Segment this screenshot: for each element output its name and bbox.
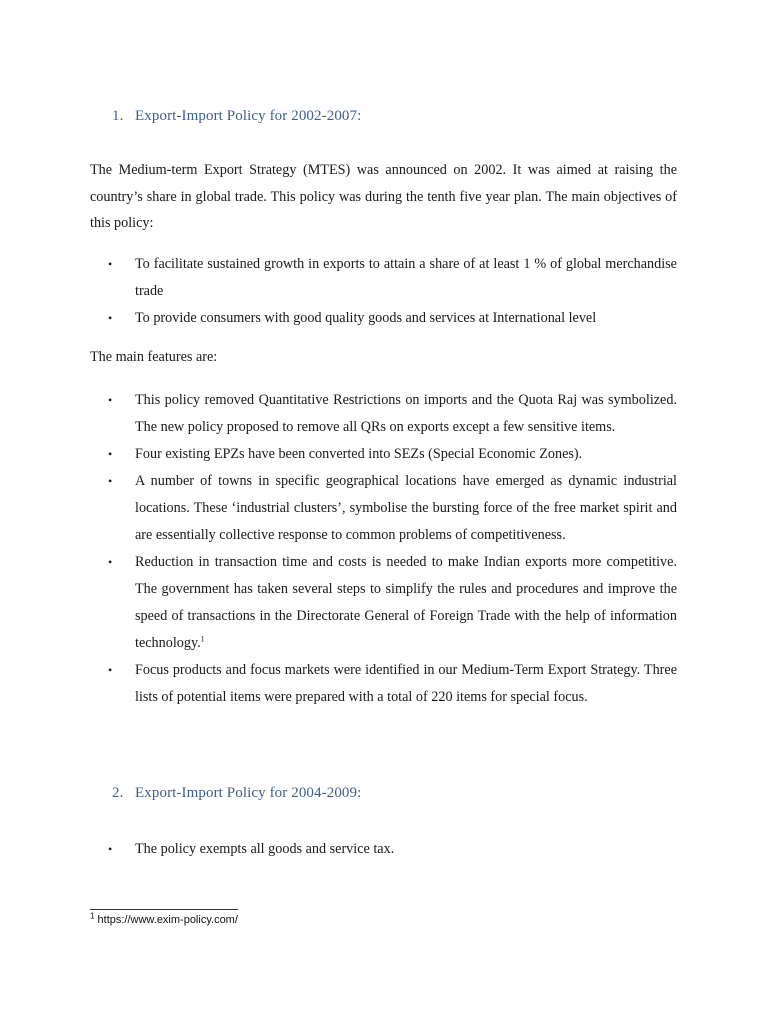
- bullet-icon: •: [108, 257, 113, 271]
- section-1-heading: [112, 108, 361, 125]
- section-1-number: 1.: [112, 108, 124, 124]
- feature-text-1: This policy removed Quantitative Restrictions on imports and the Quota Raj was symbolized. The new policy proposed to remove all QRs on exports except a few sensitive items.: [135, 392, 677, 435]
- features-list: [90, 387, 677, 711]
- features-label: The main features are:: [90, 349, 218, 365]
- objective-text-2: To provide consumers with good quality goods and services at International level: [135, 310, 597, 326]
- section-1-intro: The Medium-term Export Strategy (MTES) was announced on 2002. It was aimed at raising the country’s share in global trade. This policy was during the tenth five year plan. The main objectives of this policy:: [90, 162, 677, 231]
- bullet-icon: •: [108, 663, 113, 677]
- list-item: [90, 305, 677, 332]
- list-item: [90, 549, 677, 657]
- bullet-icon: •: [108, 311, 113, 325]
- section-2-list: [90, 836, 677, 863]
- feature-text-2: Four existing EPZs have been converted into SEZs (Special Economic Zones).: [135, 446, 583, 462]
- feature-text-3: A number of towns in specific geographical locations have emerged as dynamic industrial locations. These ‘industrial clusters’, symbolise the bursting force of the free market spirit and are essentially collective response to common problems of competitiveness.: [135, 473, 677, 543]
- bullet-icon: •: [108, 474, 113, 488]
- section-1-title: Export-Import Policy for 2002-2007:: [135, 108, 362, 124]
- section-2-number: 2.: [112, 785, 124, 801]
- footnote-marker: 1: [90, 911, 95, 921]
- bullet-icon: •: [108, 393, 113, 407]
- feature-text-4: Reduction in transaction time and costs is needed to make Indian exports more competitive. The government has taken several steps to simplify the rules and procedures and improve the speed of transactions in the Directorate General of Foreign Trade with the help of information technology.: [135, 554, 677, 651]
- bullet-icon: •: [108, 842, 113, 856]
- footnote-link[interactable]: https://www.exim-policy.com/: [97, 914, 238, 926]
- bullet-icon: •: [108, 555, 113, 569]
- section-2-title: Export-Import Policy for 2004-2009:: [135, 785, 362, 801]
- footnote: [90, 911, 238, 926]
- objectives-list: [90, 251, 677, 332]
- list-item: [90, 836, 677, 863]
- list-item: [90, 251, 677, 305]
- list-item: [90, 441, 677, 468]
- section-2-item-text: The policy exempts all goods and service tax.: [135, 841, 395, 857]
- list-item: [90, 468, 677, 549]
- list-item: [90, 657, 677, 711]
- section-2-heading: [112, 785, 361, 802]
- feature-text-5: Focus products and focus markets were identified in our Medium-Term Export Strategy. Three lists of potential items were prepared with a total of 220 items for special focus.: [135, 662, 677, 705]
- footnote-reference[interactable]: 1: [200, 634, 205, 644]
- bullet-icon: •: [108, 447, 113, 461]
- objective-text-1: To facilitate sustained growth in exports to attain a share of at least 1 % of global merchandise trade: [135, 256, 677, 299]
- list-item: [90, 387, 677, 441]
- footnote-divider: [90, 909, 238, 910]
